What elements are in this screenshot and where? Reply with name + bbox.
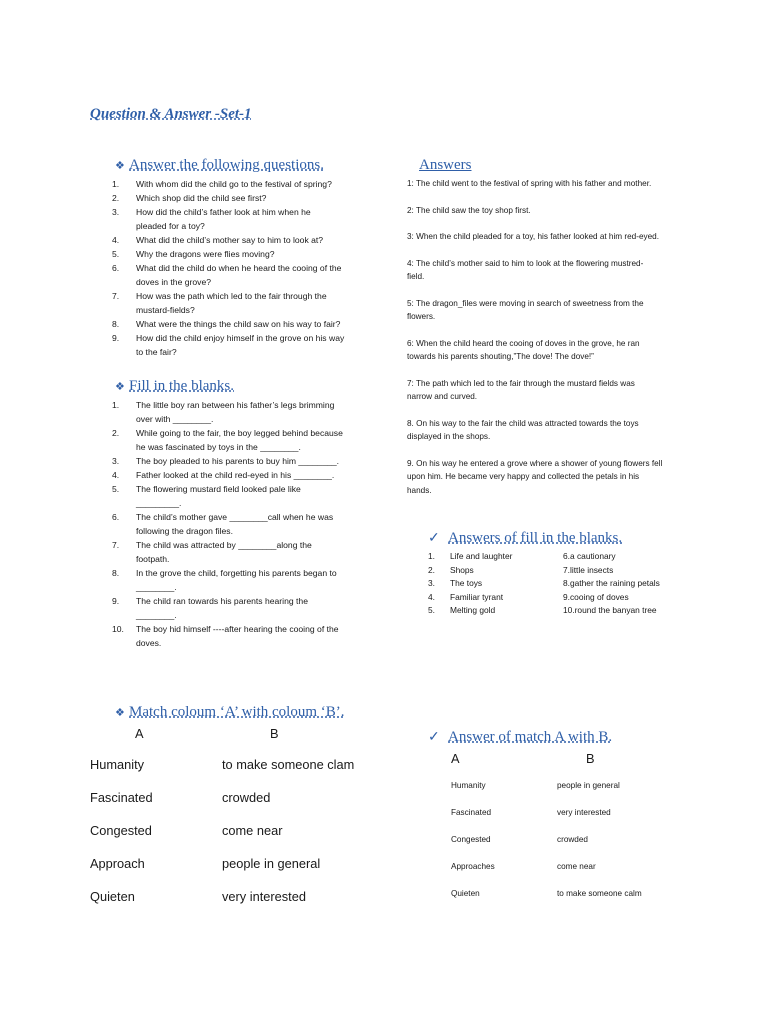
item-line: What were the things the child saw on his way to fair?: [136, 319, 341, 329]
questions-heading: [115, 157, 324, 174]
list-item: [112, 594, 367, 622]
table-cell-a: Fascinated: [451, 808, 492, 817]
table-cell-b: crowded: [557, 835, 588, 844]
match-answers-col-a-label: A: [451, 751, 460, 766]
table-cell-b: 9.cooing of doves: [563, 591, 629, 602]
item-text: [136, 233, 367, 247]
list-item: [112, 398, 367, 426]
table-row: [428, 604, 708, 618]
item-line: footpath.: [136, 554, 170, 564]
item-number: 4.: [112, 470, 120, 480]
item-text: [136, 261, 367, 289]
item-number: 8.: [112, 568, 120, 578]
item-text: [136, 426, 367, 454]
item-line: following the dragon files.: [136, 526, 233, 536]
item-line: In the grove the child, forgetting his parents began to: [136, 568, 337, 578]
checkmark-icon: ✓: [428, 531, 440, 546]
item-text: [136, 594, 367, 622]
item-number: 9.: [112, 596, 120, 606]
answer-line: 5: The dragon_files were moving in search of sweetness from the: [407, 298, 644, 308]
item-line: The child was attracted by ________along the: [136, 540, 312, 550]
match-answers-heading: [428, 729, 612, 746]
fill-heading: [115, 378, 234, 395]
answer-paragraph: [407, 297, 697, 324]
answer-line: flowers.: [407, 312, 436, 321]
item-text: [136, 205, 367, 233]
answer-line: field.: [407, 272, 425, 281]
item-text: [136, 510, 367, 538]
item-line: pleaded for a toy?: [136, 221, 205, 231]
item-text: [136, 191, 367, 205]
item-line: to the fair?: [136, 347, 177, 357]
answers-list: [407, 177, 697, 510]
list-item: [112, 233, 367, 247]
list-item: [112, 566, 367, 594]
item-line: he was fascinated by toys in the ________.: [136, 442, 301, 452]
answer-line: 8. On his way to the fair the child was attracted towards the toys: [407, 418, 639, 428]
item-number: 3.: [112, 456, 120, 466]
questions-list: [112, 177, 367, 359]
item-number: 4.: [112, 235, 120, 245]
item-number: 7.: [112, 291, 120, 301]
table-cell-a: Life and laughter: [450, 551, 513, 561]
item-text: [136, 566, 367, 594]
table-cell-a: Quieten: [451, 889, 480, 898]
list-item: [112, 317, 367, 331]
item-line: How did the child enjoy himself in the grove on his way: [136, 333, 345, 343]
table-cell-a: Shops: [450, 564, 474, 575]
table-cell-b: 6.a cautionary: [563, 551, 616, 561]
fill-answers-table: [428, 550, 708, 618]
match-answers-col-b-label: B: [586, 751, 595, 766]
item-text: [136, 177, 367, 191]
answer-line: 3: When the child pleaded for a toy, his father looked at him red-eyed.: [407, 232, 659, 241]
table-row: [90, 757, 390, 790]
table-cell-b: to make someone calm: [557, 889, 642, 898]
match-answers-table: [451, 781, 731, 916]
match-table: [90, 757, 390, 922]
fill-answers-heading: [428, 530, 622, 547]
answer-line: towards his parents shouting,”The dove! The dove!”: [407, 352, 594, 361]
item-number: 3.: [112, 207, 120, 217]
item-number: 8.: [112, 319, 120, 329]
list-item: [112, 482, 367, 510]
list-item: [112, 331, 367, 359]
answer-paragraph: [407, 177, 697, 191]
table-cell-number: 1.: [428, 551, 435, 561]
table-row: [451, 781, 731, 808]
item-line: While going to the fair, the boy legged behind because: [136, 428, 343, 438]
item-number: 5.: [112, 484, 120, 494]
item-line: The child’s mother gave ________call when he was: [136, 512, 334, 522]
match-heading: [115, 704, 345, 721]
answer-paragraph: [407, 337, 697, 364]
answer-line: 7: The path which led to the fair through the mustard fields was: [407, 378, 635, 388]
item-line: The flowering mustard field looked pale like: [136, 484, 301, 494]
item-line: Why the dragons were flies moving?: [136, 249, 275, 259]
answer-paragraph: [407, 457, 697, 484]
table-cell-a: The toys: [450, 578, 483, 588]
table-cell-a: Fascinated: [90, 790, 153, 805]
table-cell-b: 7.little insects: [563, 564, 614, 575]
answer-line: narrow and curved.: [407, 392, 478, 401]
table-cell-b: 10.round the banyan tree: [563, 605, 657, 615]
fill-list: [112, 398, 367, 650]
list-item: [112, 261, 367, 289]
table-cell-b: come near: [222, 823, 283, 838]
item-line: mustard-fields?: [136, 305, 195, 315]
item-line: How was the path which led to the fair through the: [136, 291, 327, 301]
item-text: [136, 538, 367, 566]
table-cell-b: 8.gather the raining petals: [563, 578, 660, 588]
table-cell-a: Approaches: [451, 862, 495, 871]
item-number: 9.: [112, 333, 120, 343]
list-item: [112, 205, 367, 233]
table-cell-number: 3.: [428, 578, 435, 588]
table-cell-a: Humanity: [90, 757, 145, 772]
answer-line: displayed in the shops.: [407, 432, 491, 441]
answer-paragraph: [407, 377, 697, 404]
item-line: The little boy ran between his father’s legs brimming: [136, 400, 335, 410]
list-item: [112, 468, 367, 482]
table-cell-b: people in general: [222, 856, 321, 871]
table-cell-a: Familiar tyrant: [450, 591, 504, 602]
item-line: ________.: [136, 582, 177, 592]
match-heading-text: Match coloum ‘A’ with coloum ‘B’.: [129, 704, 345, 720]
table-cell-b: come near: [557, 862, 596, 871]
match-answers-heading-text: Answer of match A with B.: [448, 729, 613, 745]
match-col-b-label: B: [270, 726, 279, 741]
page-title: Question & Answer -Set-1: [90, 106, 252, 122]
item-line: doves.: [136, 638, 162, 648]
table-row: [90, 889, 390, 922]
item-number: 6.: [112, 512, 120, 522]
match-col-a-label: A: [135, 726, 144, 741]
item-line: What did the child’s mother say to him to look at?: [136, 235, 324, 245]
item-line: The boy hid himself ----after hearing the cooing of the: [136, 624, 339, 634]
item-text: [136, 398, 367, 426]
answer-line: 1: The child went to the festival of spring with his father and mother.: [407, 179, 652, 188]
answers-heading: Answers: [419, 157, 472, 173]
list-item: [112, 426, 367, 454]
item-text: [136, 289, 367, 317]
table-cell-a: Humanity: [451, 781, 486, 790]
table-cell-a: Approach: [90, 856, 145, 871]
fill-answers-heading-text: Answers of fill in the blanks.: [448, 530, 623, 546]
table-cell-a: Quieten: [90, 889, 135, 904]
table-cell-number: 5.: [428, 605, 435, 615]
item-text: [136, 454, 367, 468]
table-cell-b: people in general: [557, 781, 620, 790]
table-row: [90, 856, 390, 889]
table-cell-a: Melting gold: [450, 605, 496, 615]
list-item: [112, 289, 367, 317]
answer-paragraph: [407, 484, 697, 498]
diamond-bullet-icon: ❖: [115, 381, 125, 393]
diamond-bullet-icon: ❖: [115, 160, 125, 172]
item-number: 6.: [112, 263, 120, 273]
list-item: [112, 510, 367, 538]
table-row: [451, 808, 731, 835]
diamond-bullet-icon: ❖: [115, 707, 125, 719]
item-text: [136, 247, 367, 261]
table-cell-a: Congested: [90, 823, 152, 838]
table-row: [90, 790, 390, 823]
item-line: The child ran towards his parents hearing the: [136, 596, 308, 606]
item-number: 10.: [112, 624, 124, 634]
item-line: The boy pleaded to his parents to buy him ________.: [136, 456, 340, 466]
list-item: [112, 191, 367, 205]
item-number: 2.: [112, 193, 120, 203]
answer-paragraph: [407, 204, 697, 218]
list-item: [112, 622, 367, 650]
answer-line: 9. On his way he entered a grove where a shower of young flowers fell: [407, 458, 663, 468]
answer-line: upon him. He became very happy and collected the petals in his: [407, 472, 640, 481]
checkmark-icon: ✓: [428, 730, 440, 745]
item-number: 1.: [112, 400, 120, 410]
item-text: [136, 331, 367, 359]
item-line: ________.: [136, 610, 177, 620]
table-row: [451, 835, 731, 862]
item-number: 2.: [112, 428, 120, 438]
table-row: [428, 550, 708, 564]
list-item: [112, 247, 367, 261]
item-text: [136, 468, 367, 482]
answer-paragraph: [407, 230, 697, 244]
item-text: [136, 622, 367, 650]
table-cell-number: 4.: [428, 591, 435, 602]
item-line: doves in the grove?: [136, 277, 212, 287]
item-line: With whom did the child go to the festival of spring?: [136, 179, 332, 189]
table-cell-b: very interested: [222, 889, 306, 904]
item-line: What did the child do when he heard the cooing of the: [136, 263, 342, 273]
item-text: [136, 317, 367, 331]
fill-heading-text: Fill in the blanks.: [129, 378, 234, 394]
item-line: Which shop did the child see first?: [136, 193, 267, 203]
answer-line: 2: The child saw the toy shop first.: [407, 205, 531, 215]
table-row: [90, 823, 390, 856]
item-text: [136, 482, 367, 510]
table-row: [451, 889, 731, 916]
item-line: over with ________.: [136, 414, 214, 424]
list-item: [112, 177, 367, 191]
questions-heading-text: Answer the following questions.: [129, 157, 324, 173]
table-row: [451, 862, 731, 889]
item-number: 7.: [112, 540, 120, 550]
table-cell-b: to make someone clam: [222, 757, 355, 772]
table-cell-b: very interested: [557, 808, 611, 817]
item-line: Father looked at the child red-eyed in his ________.: [136, 470, 335, 480]
table-row: [428, 577, 708, 591]
item-line: _________.: [136, 498, 182, 508]
table-cell-b: crowded: [222, 790, 271, 805]
answer-line: 6: When the child heard the cooing of doves in the grove, he ran: [407, 338, 640, 348]
item-line: How did the child’s father look at him when he: [136, 207, 311, 217]
answer-line: hands.: [407, 485, 432, 495]
table-row: [428, 591, 708, 605]
answer-paragraph: [407, 417, 697, 444]
list-item: [112, 454, 367, 468]
table-cell-number: 2.: [428, 564, 435, 575]
answer-paragraph: [407, 257, 697, 284]
table-row: [428, 564, 708, 578]
item-number: 1.: [112, 179, 120, 189]
answer-line: 4: The child’s mother said to him to look at the flowering mustred-: [407, 258, 644, 268]
list-item: [112, 538, 367, 566]
table-cell-a: Congested: [451, 835, 491, 844]
item-number: 5.: [112, 249, 120, 259]
